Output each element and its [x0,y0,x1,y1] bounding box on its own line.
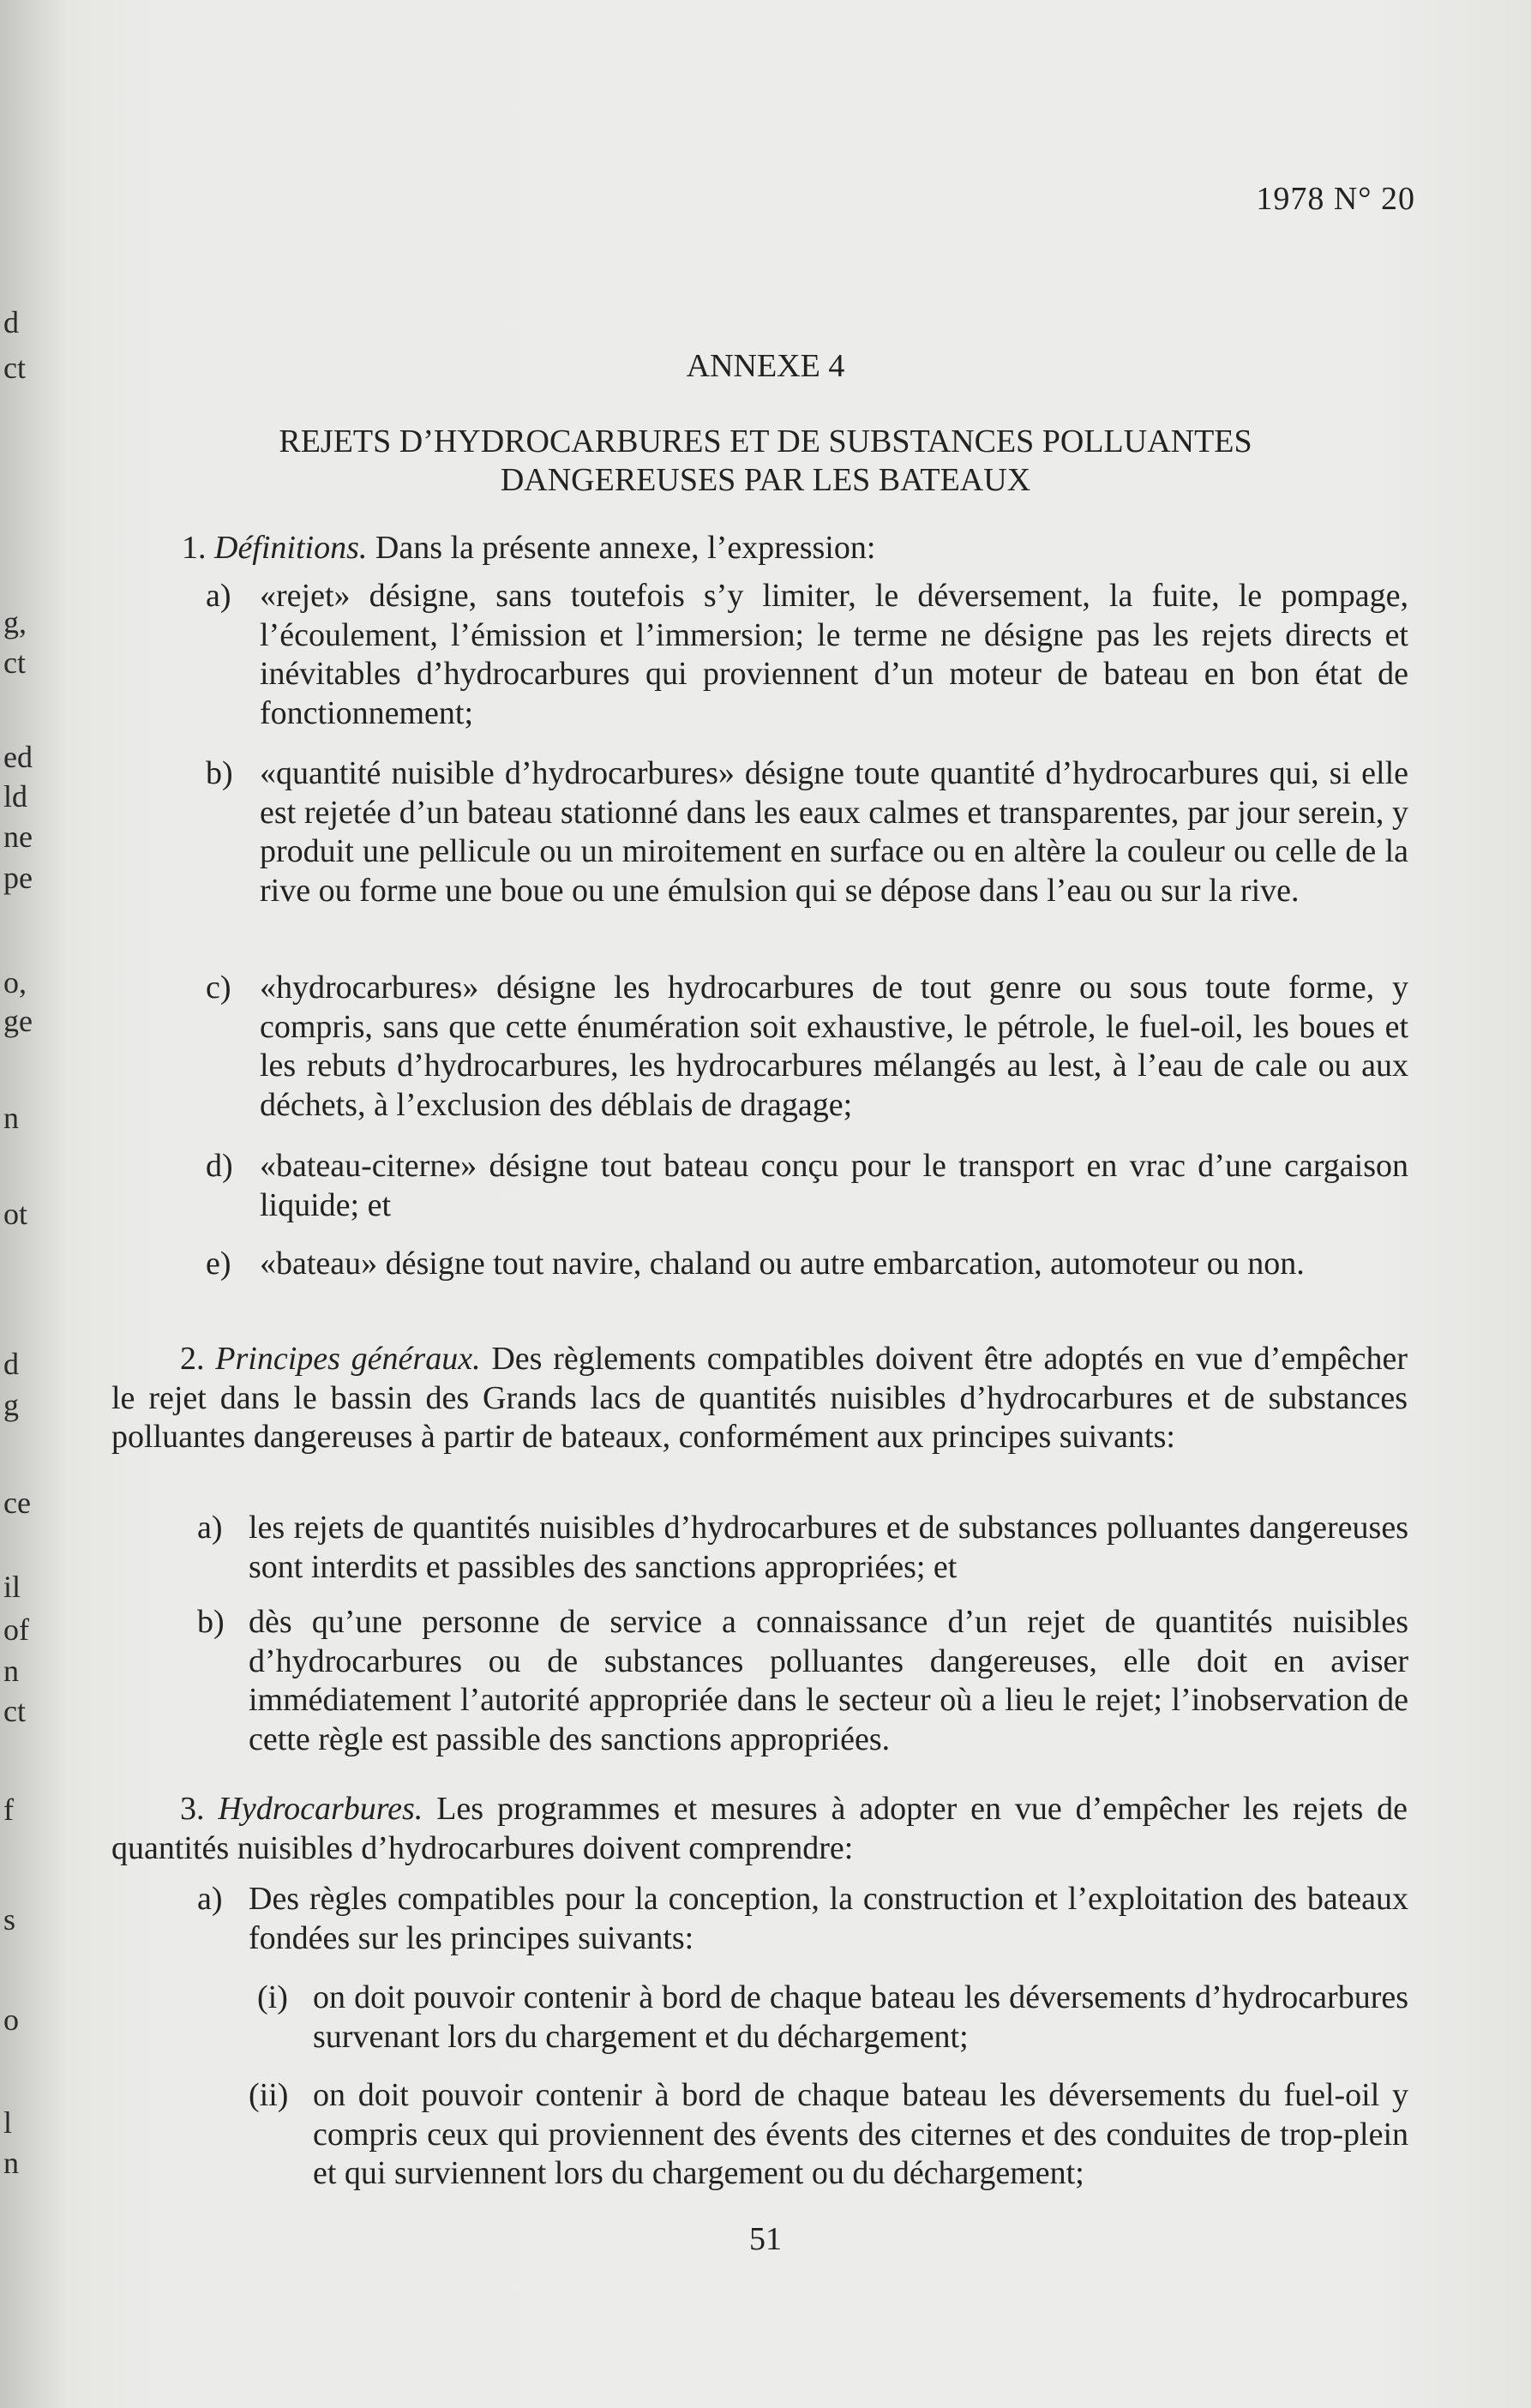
section-number: 2. [180,1341,205,1377]
section-title: Définitions. [214,530,368,566]
item-label: a) [197,1510,223,1546]
margin-fragment: n [3,1654,19,1688]
subitem-label: (i) [257,1979,288,2015]
annex-heading: ANNEXE 4 [686,348,845,384]
section-3-intro [111,1790,1408,1868]
margin-fragment: ct [3,1694,26,1728]
definition-item: «bateau» désigne tout navire, chaland ou autre embarcation, automoteur ou non. [260,1246,1305,1282]
page-number: 51 [749,2221,782,2257]
rule-subitem: on doit pouvoir contenir à bord de chaque bateau les déversements du fuel-oil y compris ceux qui proviennent des évents des citernes et des conduites de trop-plein et qui surviennent lors du chargement ou du déchargement; [313,2077,1408,2191]
annex-title-line1: REJETS D’HYDROCARBURES ET DE SUBSTANCES POLLUANTES [279,423,1252,459]
annex-title-line2: DANGEREUSES PAR LES BATEAUX [500,462,1031,498]
margin-fragment: pe [3,861,33,895]
item-label: b) [197,1604,225,1640]
margin-fragment: l [3,2105,13,2140]
margin-fragment: ne [3,820,33,854]
definition-item: «hydrocarbures» désigne les hydrocarbures de tout genre ou sous toute forme, y compris, sans que cette énumération soit exhaustive, le pétrole, le fuel-oil, les boues et les rebuts d’hydrocarbures, les hydrocarbures mélangés au lest, à l’eau de cale ou aux déchets, à l’exclusion des déblais de dragage; [260,970,1408,1123]
section-intro-text: Les programmes et mesures à adopter en vue d’empêcher les rejets de quantités nuisibles d’hydrocarbures doivent comprendre: [111,1791,1408,1866]
margin-fragment: ct [3,646,26,680]
margin-fragment: ge [3,1004,33,1038]
margin-fragment: n [3,2146,19,2180]
definition-item: «rejet» désigne, sans toutefois s’y limiter, le déversement, la fuite, le pompage, l’écoulement, l’émission et l’immersion; le terme ne désigne pas les rejets directs et inévitables d’hydrocarbures qui proviennent d’un moteur de bateau en bon état de fonctionnement; [260,578,1408,731]
margin-fragment: ld [3,779,28,814]
definition-item: «quantité nuisible d’hydrocarbures» désigne toute quantité d’hydrocarbures qui, si elle est rejetée d’un bateau stationné dans les eaux calmes et transparentes, par jour serein, y produit une pellicule ou un miroitement en surface ou en altère la couleur ou celle de la rive ou forme une boue ou une émulsion qui se dépose dans l’eau ou sur la rive. [260,755,1408,909]
margin-fragment: ct [3,351,26,385]
section-2-intro [111,1340,1408,1457]
margin-fragment: s [3,1902,16,1937]
margin-fragment: of [3,1612,29,1647]
margin-fragment: g [3,1388,19,1422]
section-1-intro [182,529,1408,568]
item-label: e) [206,1246,231,1282]
margin-fragment: f [3,1792,14,1827]
margin-fragment: ce [3,1486,31,1520]
margin-fragment: o [3,2003,19,2037]
item-label: c) [206,970,231,1006]
definition-item: «bateau-citerne» désigne tout bateau conçu pour le transport en vrac d’une cargaison liquide; et [260,1148,1408,1223]
page-header: 1978 N° 20 [1256,181,1415,217]
subitem-label: (ii) [249,2077,289,2113]
rule-subitem: on doit pouvoir contenir à bord de chaque bateau les déversements d’hydrocarbures survenant lors du chargement et du déchargement; [313,1979,1408,2055]
item-label: b) [206,755,233,791]
section-title: Hydrocarbures. [218,1791,423,1827]
margin-fragment: d [3,1347,19,1381]
margin-fragment: il [3,1570,21,1604]
item-label: a) [206,578,231,614]
principle-item: dès qu’une personne de service a connaissance d’un rejet de quantités nuisibles d’hydrocarbures ou de substances polluantes dangereuses, elle doit en aviser immédiatement l’autorité appropriée dans le secteur où a lieu le rejet; l’inobservation de cette règle est passible des sanctions appropriées. [249,1604,1408,1757]
section-intro-text: Des règlements compatibles doivent être adoptés en vue d’empêcher le rejet dans le bassin des Grands lacs de quantités nuisibles d’hydrocarbures et de substances polluantes dangereuses à partir de bateaux, conformément aux principes suivants: [111,1341,1408,1455]
rule-item: Des règles compatibles pour la conception, la construction et l’exploitation des bateaux fondées sur les principes suivants: [249,1881,1408,1956]
margin-fragment: o, [3,965,27,1000]
section-number: 3. [180,1791,205,1827]
margin-fragment: d [3,305,19,339]
section-intro-text: Dans la présente annexe, l’expression: [375,530,876,566]
item-label: d) [206,1148,233,1184]
section-title: Principes généraux. [215,1341,481,1377]
margin-fragment: n [3,1101,19,1135]
margin-fragment: ed [3,740,33,774]
margin-fragment: ot [3,1197,28,1231]
item-label: a) [197,1881,223,1917]
margin-fragment: g, [3,605,27,640]
principle-item: les rejets de quantités nuisibles d’hydrocarbures et de substances polluantes dangereuses sont interdits et passibles des sanctions appropriées; et [249,1510,1408,1585]
section-number: 1. [182,530,207,566]
